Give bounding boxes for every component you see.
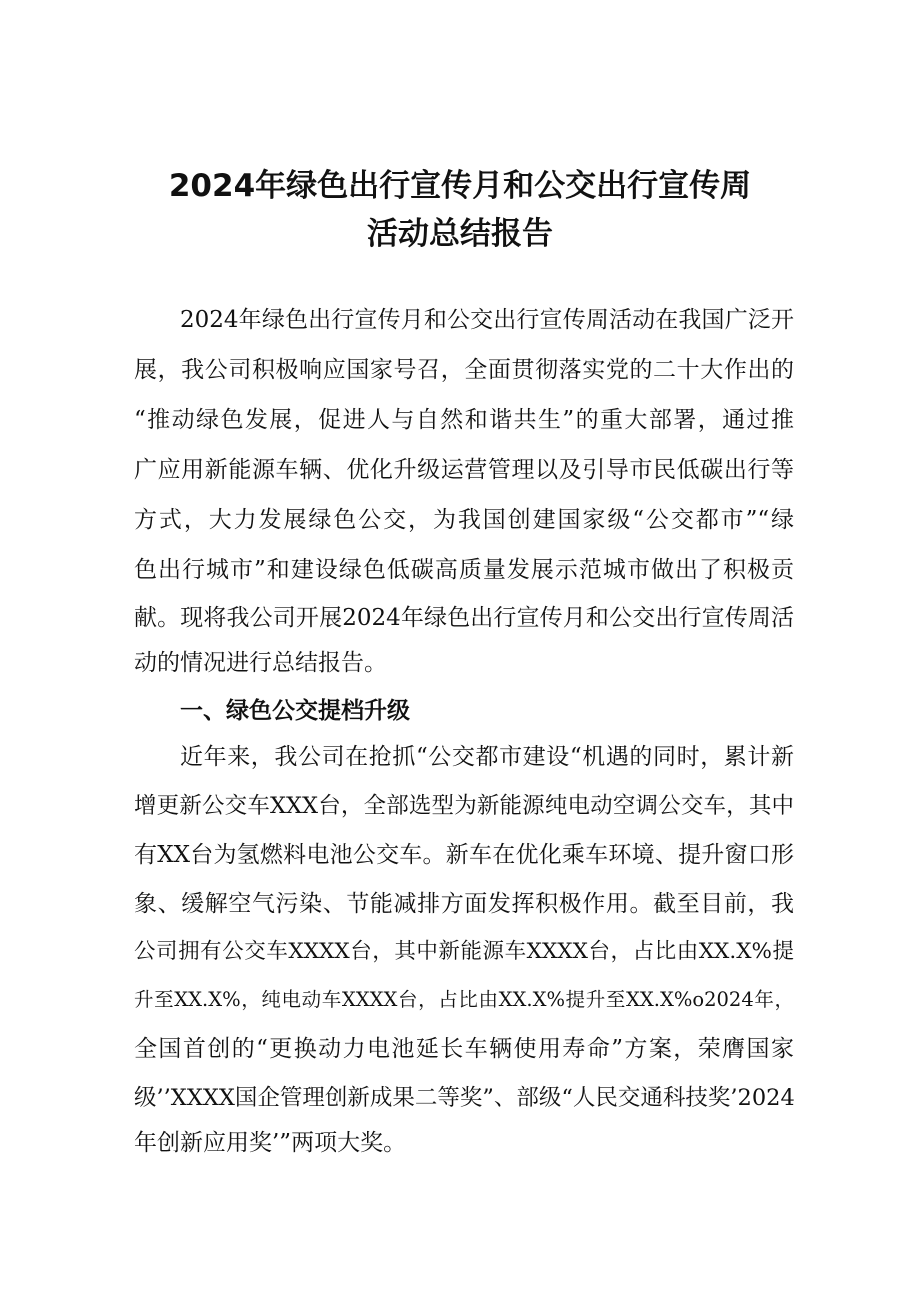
- document-title-line-2: 活动总结报告: [367, 216, 553, 252]
- intro-line-5: 方式，大力发展绿色公交，为我国创建国家级“公交都市”“绿: [134, 507, 794, 533]
- intro-line-1: 2024年绿色出行宣传月和公交出行宣传周活动在我国广泛开: [180, 307, 794, 333]
- section-1-line-7: 全国首创的“更换动力电池延长车辆使用寿命”方案，荣膺国家: [134, 1036, 794, 1062]
- section-1-line-3: 有XX台为氢燃料电池公交车。新车在优化乘车环境、提升窗口形: [134, 842, 794, 868]
- intro-line-3: “推动绿色发展，促进人与自然和谐共生”的重大部署，通过推: [134, 407, 794, 433]
- section-1-line-1: 近年来，我公司在抢抓“公交都市建设“机遇的同时，累计新: [180, 744, 794, 770]
- section-1-line-4: 象、缓解空气污染、节能减排方面发挥积极作用。截至目前，我: [134, 891, 794, 917]
- section-1-line-5: 公司拥有公交车XXXX台，其中新能源车XXXX台，占比由XX.X%提: [134, 939, 794, 964]
- intro-line-8: 动的情况进行总结报告。: [134, 650, 387, 676]
- intro-line-2: 展，我公司积极响应国家号召，全面贯彻落实党的二十大作出的: [134, 357, 794, 383]
- document-title-line-1: 2024年绿色出行宣传月和公交出行宣传周: [168, 168, 752, 204]
- intro-line-6: 色出行城市”和建设绿色低碳高质量发展示范城市做出了积极贡: [134, 557, 794, 583]
- intro-line-4: 广应用新能源车辆、优化升级运营管理以及引导市民低碳出行等: [134, 457, 794, 483]
- section-1-line-2: 增更新公交车XXX台，全部选型为新能源纯电动空调公交车，其中: [134, 793, 794, 819]
- section-1-line-6: 升至XX.X%，纯电动车XXXX台，占比由XX.X%提升至XX.X%o2024年，: [134, 988, 794, 1011]
- section-1-line-8: 级’’XXXX国企管理创新成果二等奖”、部级“人民交通科技奖’2024: [134, 1085, 795, 1111]
- intro-line-7: 献。现将我公司开展2024年绿色出行宣传月和公交出行宣传周活: [134, 605, 794, 631]
- section-1-heading: 一、绿色公交提档升级: [180, 698, 410, 724]
- section-1-line-9: 年创新应用奖’”两项大奖。: [134, 1130, 407, 1156]
